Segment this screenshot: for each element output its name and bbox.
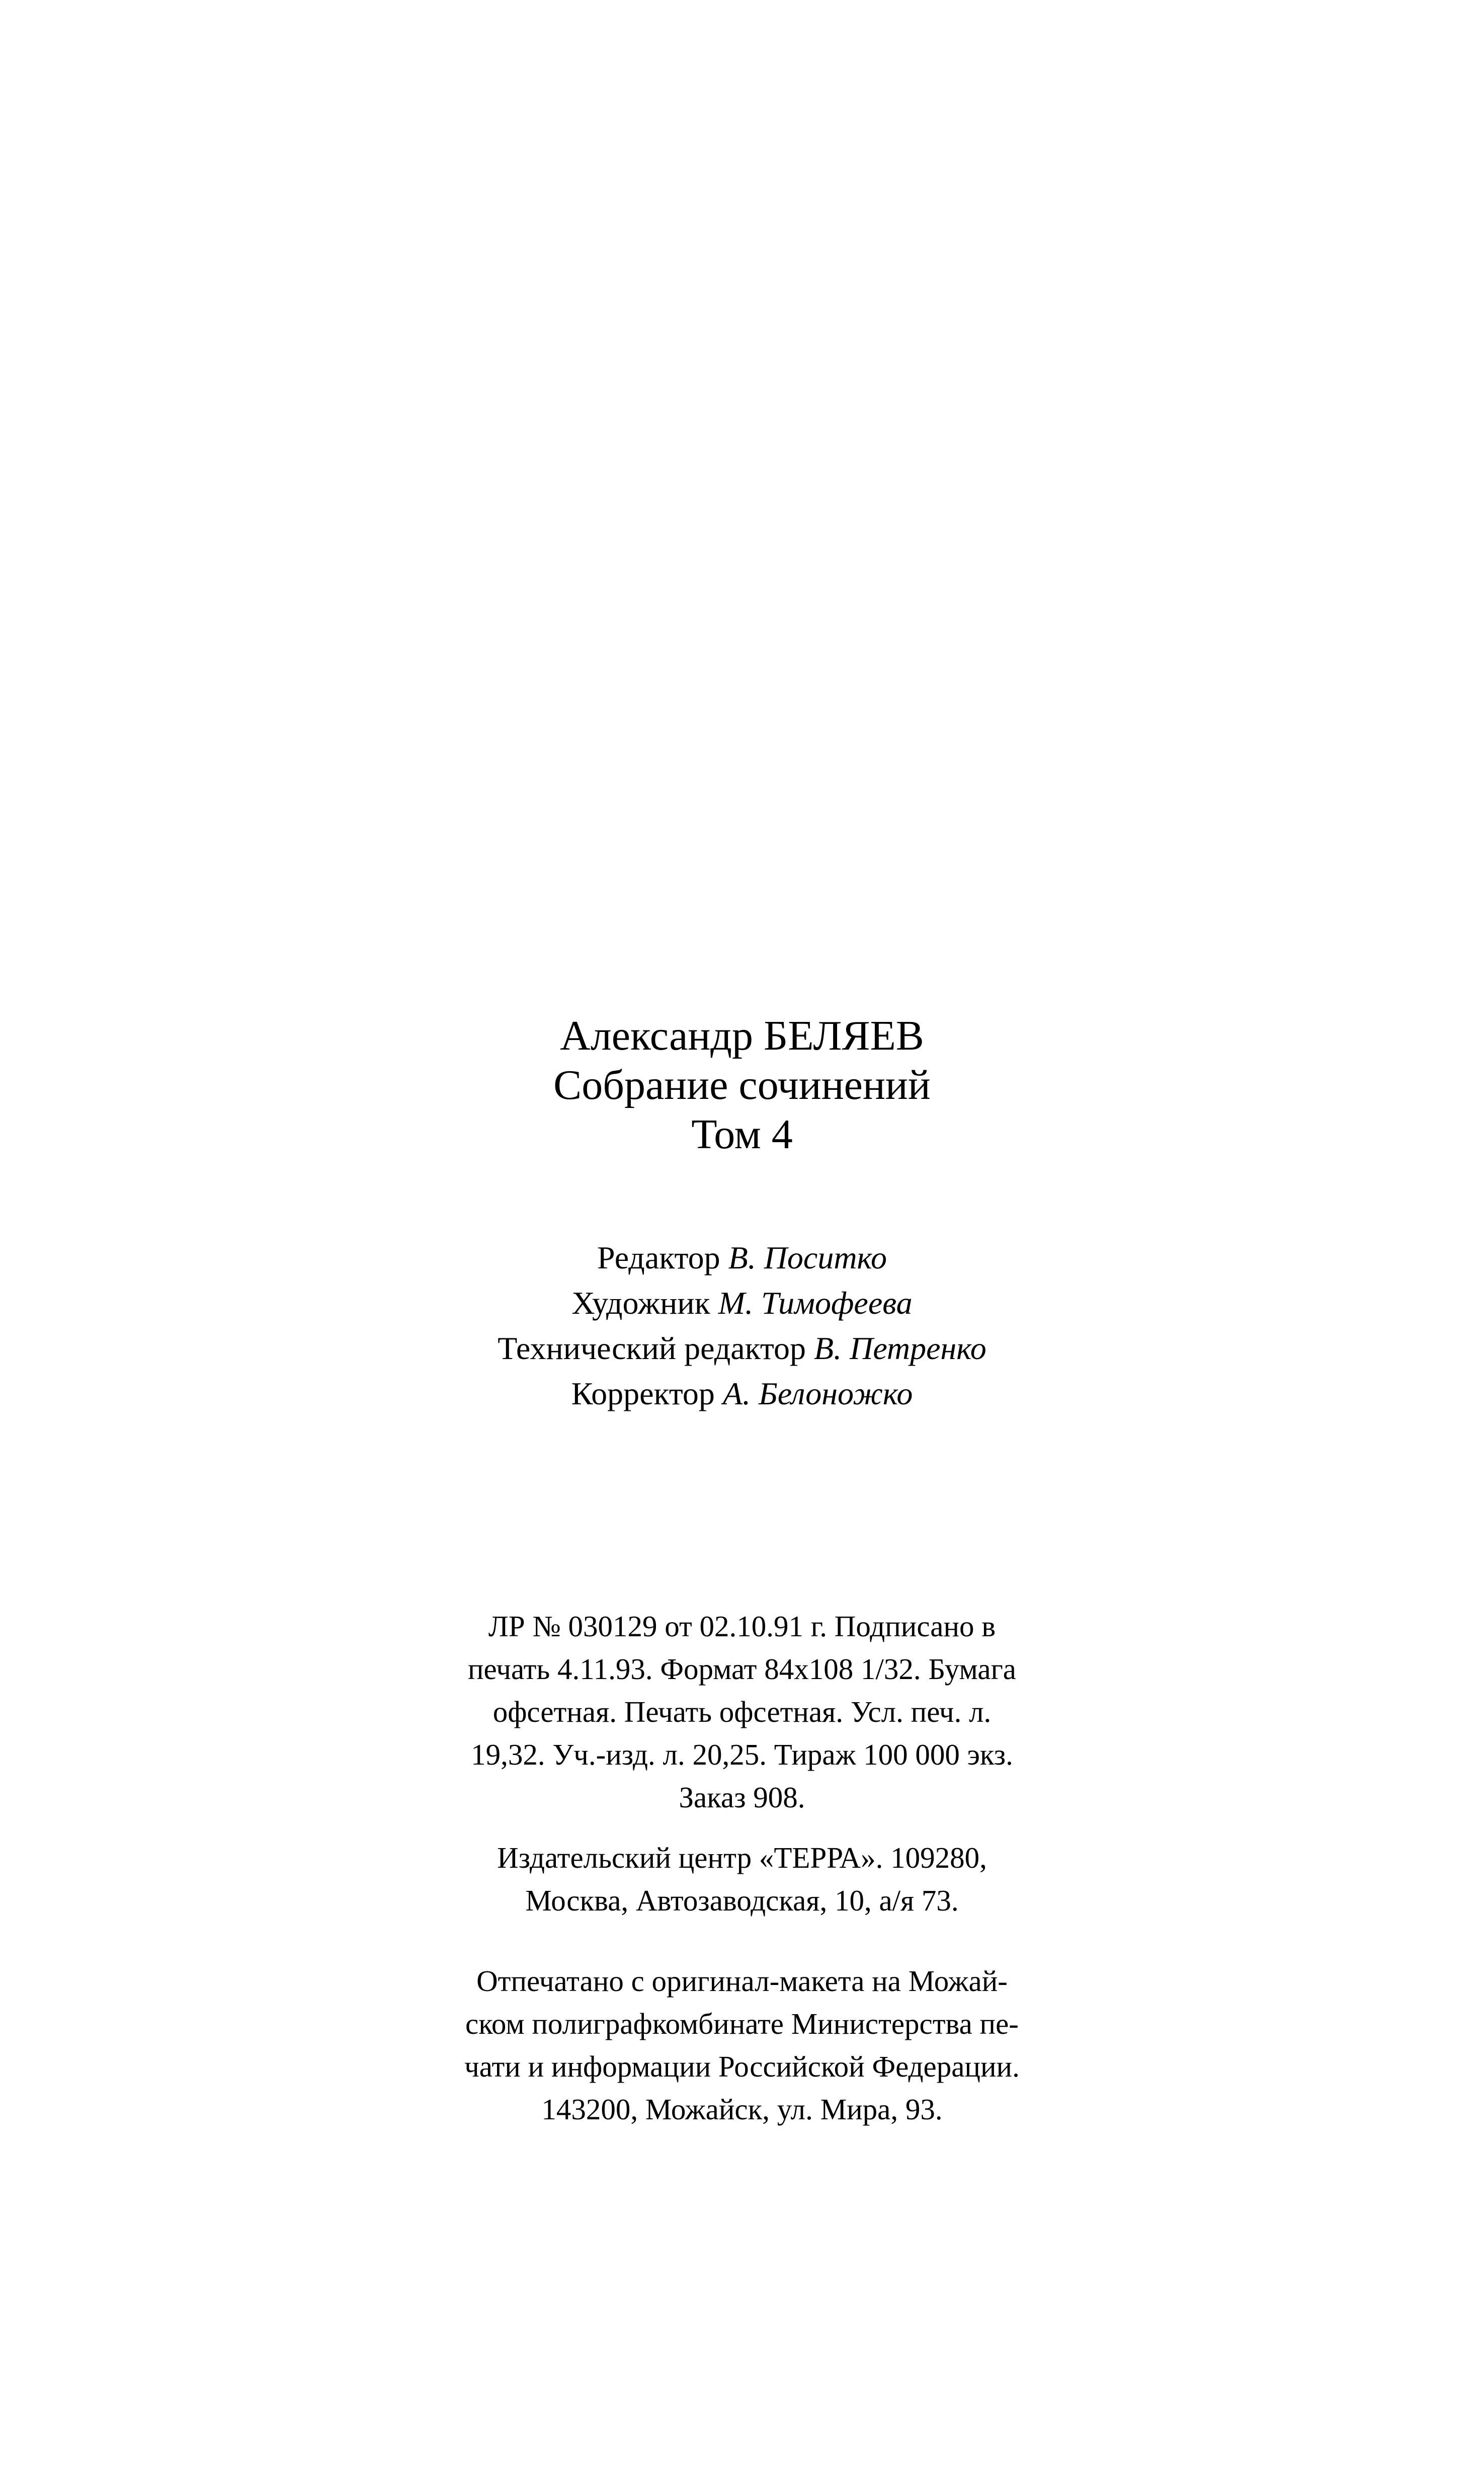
imprint-line: Заказ 908. xyxy=(679,1781,805,1814)
credit-role: Художник xyxy=(571,1285,710,1321)
credit-role: Технический редактор xyxy=(498,1330,806,1366)
credit-editor xyxy=(0,1235,1484,1281)
credit-technical-editor xyxy=(0,1326,1484,1371)
imprint-line: печать 4.11.93. Формат 84х108 1/32. Бумага xyxy=(467,1652,1016,1686)
imprint-line: 19,32. Уч.-изд. л. 20,25. Тираж 100 000 экз. xyxy=(471,1738,1013,1771)
publisher-line: Издательский центр «ТЕРРА». 109280, xyxy=(497,1841,987,1874)
work-title: Собрание сочинений xyxy=(553,1062,931,1108)
publisher-line: Москва, Автозаводская, 10, а/я 73. xyxy=(525,1884,959,1917)
printer-paragraph xyxy=(410,1960,1074,2131)
printer-line: 143200, Можайск, ул. Мира, 93. xyxy=(541,2093,943,2126)
publisher-paragraph xyxy=(410,1837,1074,1922)
credit-person: В. Петренко xyxy=(814,1330,986,1366)
printer-line: Отпечатано с оригинал-макета на Можай- xyxy=(476,1964,1008,1998)
credit-proofreader xyxy=(0,1371,1484,1416)
author-name: Александр БЕЛЯЕВ xyxy=(560,1012,924,1059)
imprint-paragraph xyxy=(410,1605,1074,1819)
credit-role: Редактор xyxy=(597,1240,720,1276)
printer-line: чати и информации Российской Федерации. xyxy=(464,2050,1020,2083)
credits-block xyxy=(0,1235,1484,1416)
credit-person: В. Поситко xyxy=(728,1240,887,1276)
credit-role: Корректор xyxy=(571,1376,715,1411)
title-block xyxy=(0,1011,1484,1159)
imprint-line: офсетная. Печать офсетная. Усл. печ. л. xyxy=(492,1695,992,1728)
imprint-line: ЛР № 030129 от 02.10.91 г. Подписано в xyxy=(488,1610,996,1643)
volume-number: Том 4 xyxy=(691,1111,793,1158)
credit-person: М. Тимофеева xyxy=(718,1285,913,1321)
credit-artist xyxy=(0,1281,1484,1326)
printer-line: ском полиграфкомбинате Министерства пе- xyxy=(465,2007,1019,2040)
credit-person: А. Белоножко xyxy=(722,1376,913,1411)
